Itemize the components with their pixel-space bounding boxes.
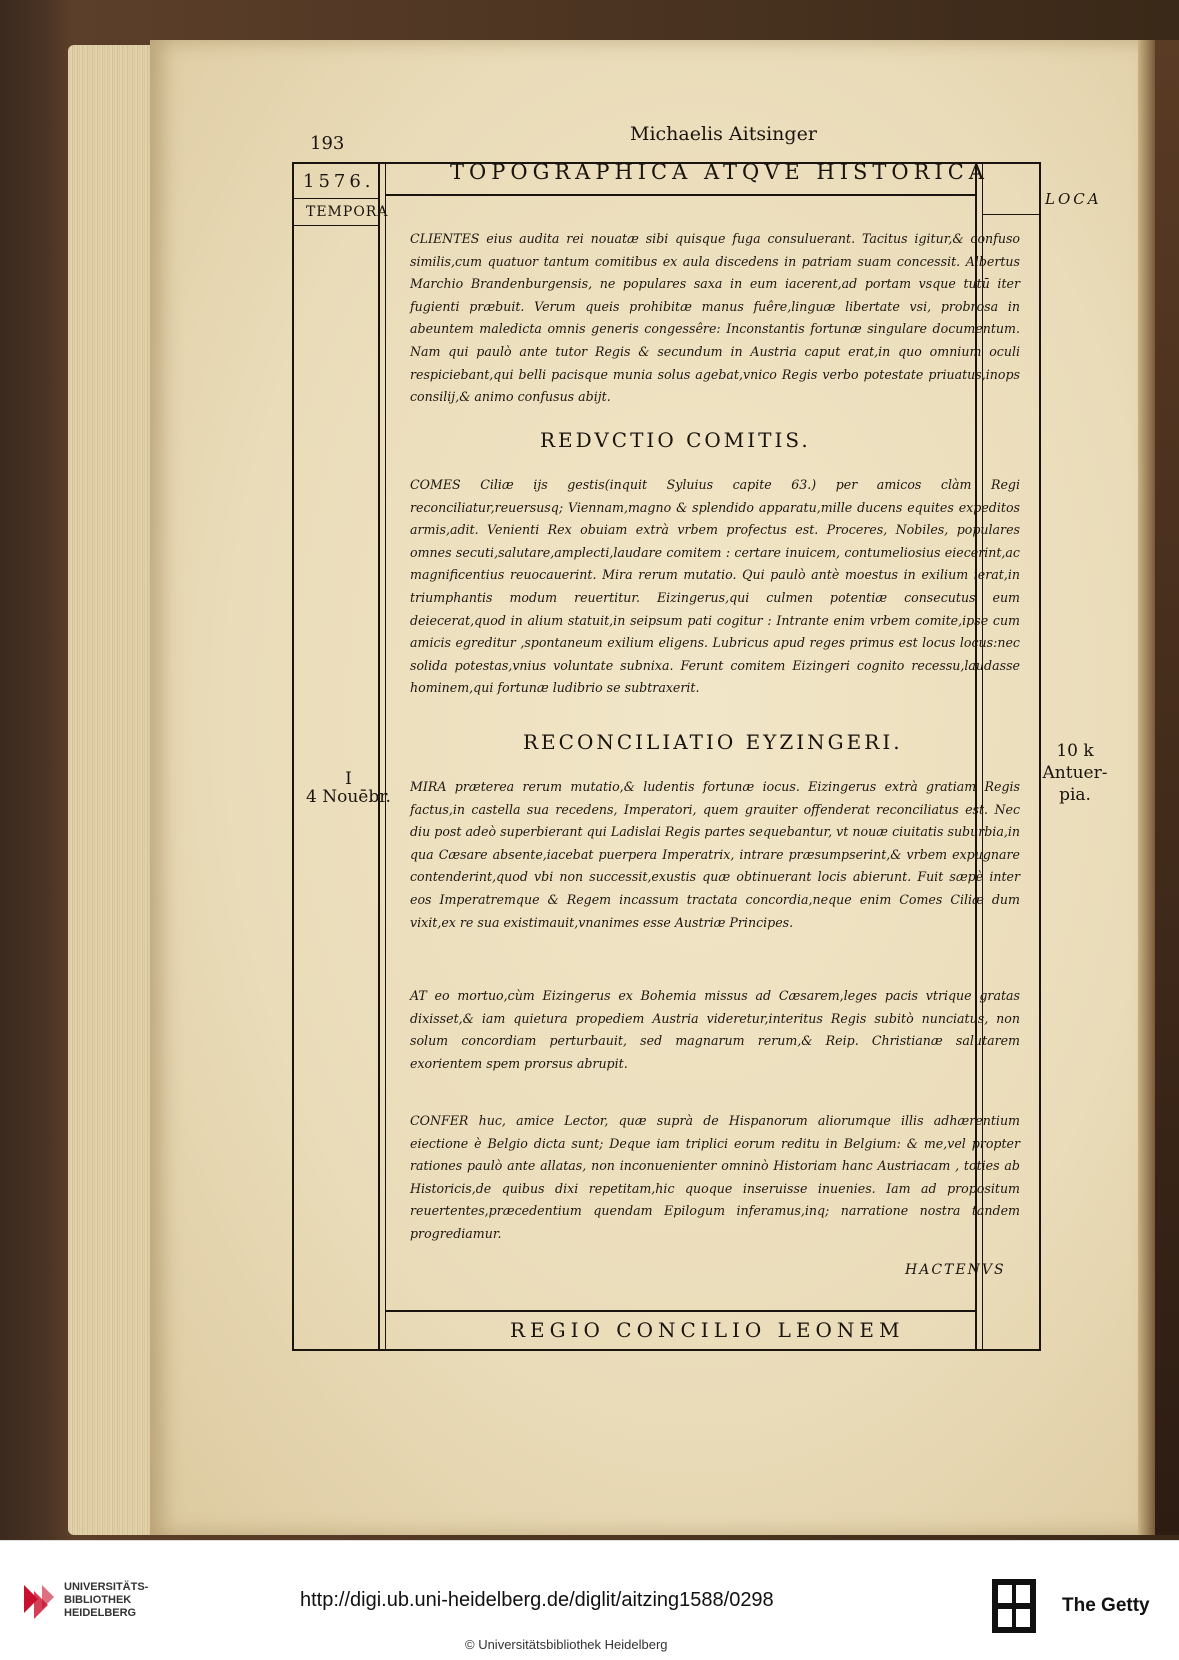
catchword: HACTENVS xyxy=(905,1262,1006,1278)
margin-date-number: I xyxy=(345,769,352,789)
ub-line-2: BIBLIOTHEK xyxy=(64,1594,132,1606)
section-title-reductio: REDVCTIO COMITIS. xyxy=(540,428,811,452)
binding-strip xyxy=(1155,40,1179,1535)
header-rule xyxy=(386,194,975,196)
ub-heidelberg-logo-icon xyxy=(20,1581,56,1625)
running-head: Michaelis Aitsinger xyxy=(630,123,817,145)
tempora-label: TEMPORA xyxy=(306,204,389,220)
ub-line-3: HEIDELBERG xyxy=(64,1607,137,1619)
left-column-rule xyxy=(378,162,380,1349)
margin-place-text: Antuer-pia. xyxy=(1042,763,1108,805)
folio-number: 193 xyxy=(310,133,345,154)
main-title: TOPOGRAPHICA ATQVE HISTORICA xyxy=(450,160,989,184)
paragraph-confer: CONFER huc, amice Lector, quæ suprà de Hispanorum aliorumque illis adhærentium eiectione è Belgio dicta sunt; Deque iam triplici eorum reditu in Belgium: & me,vel propter rationes paulò ante allatas, non inconuenienter omninò Historiam hanc Austriacam , toties ab Historicis,de quibus dixi repetitam,hic quoque inseruisse inuenies. Iam ad propositum reuertentes,præcedentium quendam Epilogum inferamus,inq; narratione nostra tandem progrediamur. xyxy=(410,1113,1020,1241)
paragraph-at: AT eo mortuo,cùm Eizingerus ex Bohemia missus ad Cæsarem,leges pacis vtrique gratas dixisset,& iam quietura propediem Austria videretur,interitus Regis subitò nunciatus, non solum concordiam perturbauit, sed magnarum rerum,& Reip. Christianæ salutarem exorientem spem prorsus abrupit. xyxy=(410,988,1020,1071)
next-page-title: REGIO CONCILIO LEONEM xyxy=(510,1318,905,1342)
getty-logo-icon xyxy=(990,1577,1038,1635)
paragraph-mira: MIRA præterea rerum mutatio,& ludentis fortunæ iocus. Eizingerus extrà gratiam Regis factus,in castella sua recedens, Imperatori, quem grauiter offenderat reconciliatus est. Nec diu post adeò superbierant qui Ladislai Regis partes sequebantur, vt nouæ ciuitatis suburbia,in qua Cæsare absente,iacebat puerpera Imperatrix, intrare præsumpserint,& vrbem expugnare contenderint,quod vbi non successit,exustis quæ obtinuerant locis abierunt. Fuit sæpè inter eos Imperatremque & Regem incassum tractata concordia,neque enim Comes Ciliæ dum vixit,ex re sua existimauit,vnanimes esse Austriæ Principes. xyxy=(410,779,1020,930)
tempora-rule xyxy=(292,198,378,199)
margin-place xyxy=(1040,740,1110,806)
loca-rule xyxy=(983,214,1039,215)
paragraph-comes: COMES Ciliæ ijs gestis(inquit Syluius capite 63.) per amicos clàm Regi reconciliatur,reuersusq; Viennam,magno & splendido apparatu,mille ducens equites expeditos armis,adit. Venienti Rex obuiam extrà vrbem profectus est. Proceres, Nobiles, populares omnes secuti,salutare,amplecti,laudare comitem : certare inuicem, contumeliosius eiecerint,ac magnificentius reuocauerint. Mira rerum mutatio. Qui paulò antè moestus in exilium ierat,in triumphantis modum reuertitur. Eizingerus,qui culmen potentiæ consecutus eum deiecerat,quod in alium statuit,in seipsum pati cogitur : Intrante enim vrbem comite,ipse cum amicis egreditur ,spontaneum exilium eligens. Lubricus apud reges primus est locus locus:nec solida potestas,vnius voluntate subnixa. Ferunt comitem Eizingeri cognito recessu,laudasse hominem,qui fortunæ ludibrio se subtraxerit. xyxy=(410,477,1020,696)
year-heading: 1576. xyxy=(303,171,375,192)
ub-heidelberg-wordmark xyxy=(64,1581,148,1620)
book-page-edges xyxy=(68,45,163,1535)
footer-rule xyxy=(386,1310,975,1312)
copyright-notice: © Universitätsbibliothek Heidelberg xyxy=(465,1637,668,1652)
ub-line-1: UNIVERSITÄTS- xyxy=(64,1581,149,1593)
permalink-url[interactable]: http://digi.ub.uni-heidelberg.de/diglit/aitzing1588/0298 xyxy=(300,1589,774,1611)
section-title-reconciliatio: RECONCILIATIO EYZINGERI. xyxy=(523,730,903,754)
viewer-footer xyxy=(0,1540,1179,1660)
margin-date xyxy=(306,770,391,806)
tempora-rule-2 xyxy=(292,225,378,226)
loca-label: LOCA xyxy=(1045,190,1102,208)
getty-wordmark: The Getty xyxy=(1062,1595,1150,1616)
margin-place-number: 10 k xyxy=(1056,741,1094,761)
margin-date-text: 4 Nouēbr. xyxy=(306,787,391,807)
paragraph-clientes: CLIENTES eius audita rei nouatæ sibi quisque fuga consuluerant. Tacitus igitur,& confuso similis,cum quatuor tantum comitibus ex aula discedens in patriam suam concessit. Albertus Marchio Brandenburgensis, ne populares saxa in eum iacerent,ad portam vsque tutū iter fugienti præbuit. Verum queis prohibitæ manus fuêre,linguæ libertate vsi, probrosa in abeuntem maledicta omnis generis congessêre: Inconstantis fortunæ singulare documentum. Nam qui paulò ante tutor Regis & secundum in Austria caput erat,in quo omnium oculi respiciebant,qui belli pacisque munia solus agebat,vnico Regis verbo potestate priuatus,inops consilij,& animo confusus abijt. xyxy=(410,231,1020,405)
left-column-rule-2 xyxy=(385,162,386,1349)
